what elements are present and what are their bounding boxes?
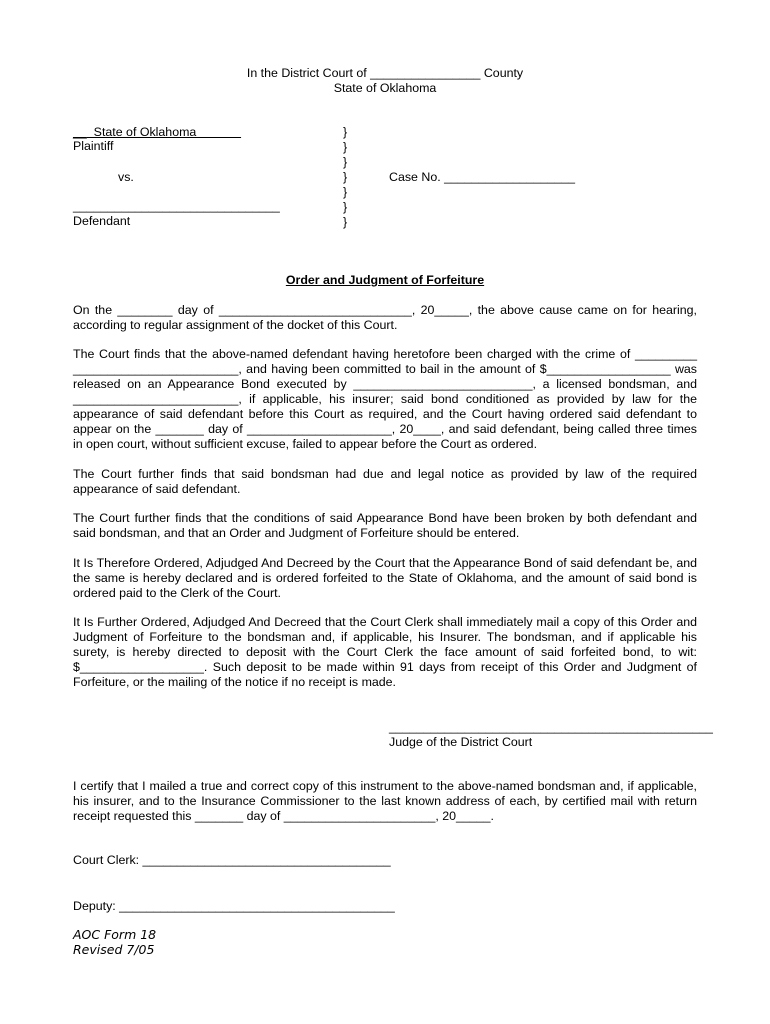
caption-brace: } — [343, 200, 348, 214]
judge-label: Judge of the District Court — [389, 735, 533, 749]
plaintiff-name-text: State of Oklahoma — [86, 125, 242, 139]
court-heading: In the District Court of ________________ County — [246, 66, 524, 80]
paragraph-ordered-forfeited: It Is Therefore Ordered, Adjudged And Decreed by the Court that the Appearance Bond of said defendant be, and the same is hereby declared and is ordered forfeited to the State of Oklahoma, and the amount of said bond is ordered paid to the Clerk of the Court. — [73, 556, 697, 600]
paragraph-notice: The Court further finds that said bondsman had due and legal notice as provided by law of the required appearance of said defendant. — [73, 467, 697, 496]
paragraph-bond-broken: The Court further finds that the conditions of said Appearance Bond have been broken by both defendant and said bondsman, and that an Order and Judgment of Forfeiture should be entered. — [73, 511, 697, 540]
plaintiff-name: __ — [73, 125, 87, 139]
caption-brace: } — [343, 170, 348, 184]
caption-brace: } — [343, 215, 348, 229]
defendant-label: Defendant — [73, 214, 131, 228]
document-title: Order and Judgment of Forfeiture — [285, 273, 485, 287]
caption-brace: } — [343, 125, 348, 139]
defendant-name-line: ______________________________ — [73, 199, 280, 213]
deputy-signature: Deputy: ________________________________________ — [73, 899, 395, 913]
case-number: Case No. ___________________ — [389, 170, 576, 184]
state-heading: State of Oklahoma — [333, 81, 437, 95]
judge-signature-line: _______________________________________________ — [389, 720, 713, 734]
plaintiff-label: Plaintiff — [73, 139, 114, 153]
vs-label: vs. — [118, 170, 134, 184]
form-number: AOC Form 18 — [73, 927, 157, 942]
caption-brace: } — [343, 185, 348, 199]
certification-paragraph: I certify that I mailed a true and correct copy of this instrument to the above-named bondsman and, if applicable, his insurer, and to the Insurance Commissioner to the last known address of each, by certified mail with return receipt requested this _______ day of ______________________, 20_____. — [73, 779, 697, 823]
paragraph-clerk-mail: It Is Further Ordered, Adjudged And Decreed that the Court Clerk shall immediately mail a copy of this Order and Judgment of Forfeiture to the bondsman and, if applicable, his Insurer. The bondsman, and if applicable his surety, is hereby directed to deposit with the Court Clerk the face amount of said forfeited bond, to wit: $__________________. Such deposit to be made within 91 days from receipt of this Order and Judgment of Forfeiture, or the mailing of the notice if no receipt is made. — [73, 615, 697, 689]
caption-brace: } — [343, 140, 348, 154]
court-clerk-signature: Court Clerk: ____________________________________ — [73, 853, 391, 867]
revision-date: Revised 7/05 — [73, 942, 155, 957]
paragraph-hearing: On the ________ day of ____________________________, 20_____, the above cause came on for hearing, according to regular assignment of the docket of this Court. — [73, 303, 697, 332]
caption-brace: } — [343, 155, 348, 169]
paragraph-findings: The Court finds that the above-named defendant having heretofore been charged with the crime of _________ ________________________, and having been committed to bail in the amount of $__________________ was released on an Appearance Bond executed by __________________________, a licensed bondsman, and ________________________, if applicable, his insurer; said bond conditioned as provided by law for the appearance of said defendant before this Court as required, and the Court having ordered said defendant to appear on the _______ day of _____________________, 20____, and said defendant, being called three times in open court, without sufficient excuse, failed to appear before the Court as ordered. — [73, 347, 697, 451]
plaintiff-name-line — [73, 125, 241, 140]
